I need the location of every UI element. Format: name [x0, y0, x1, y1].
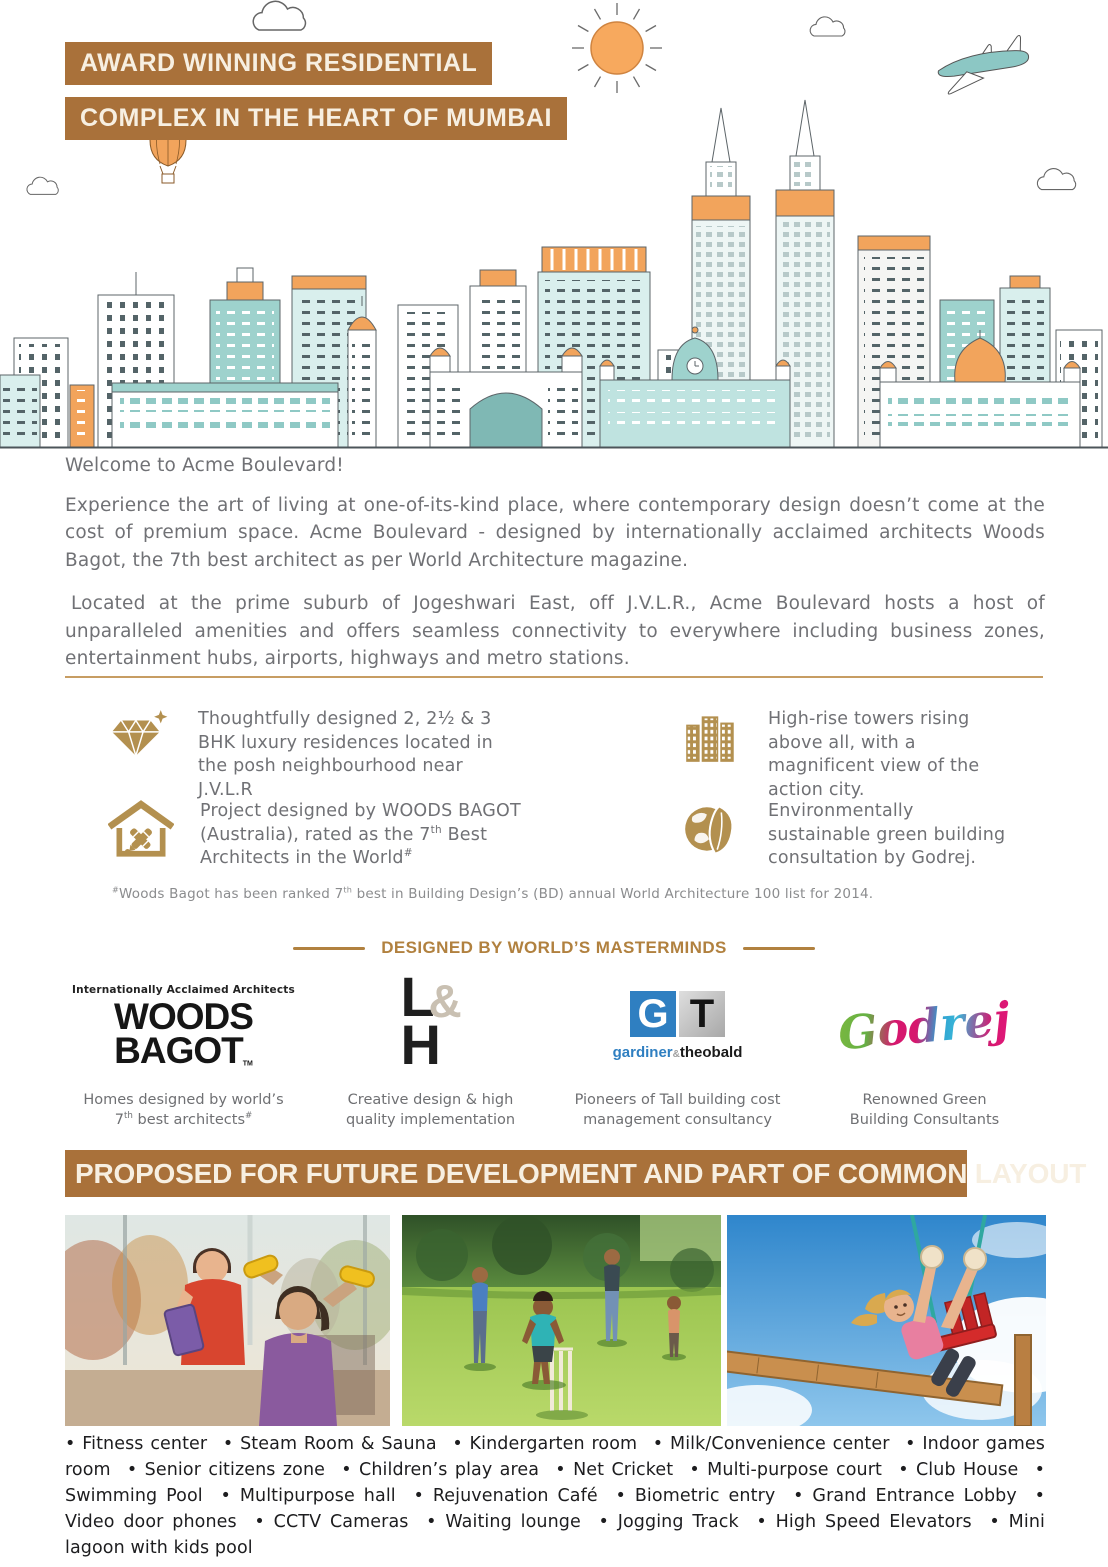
feature-text: Environmentally sustainable green building consultation by Godrej. [768, 801, 1006, 868]
woods-bagot-caption: Homes designed by world’s 7th best architects# [83, 1092, 284, 1128]
feature-highrise-towers [680, 708, 1020, 802]
welcome-line: Welcome to Acme Boulevard! [65, 455, 344, 476]
globe-leaf-icon [680, 800, 742, 858]
photo-fitness-center [65, 1215, 390, 1426]
godrej-caption: Renowned Green Building Consultants [849, 1092, 1000, 1128]
amenities-list: • Fitness center • Steam Room & Sauna • Kindergarten room • Milk/Convenience center • Indoor games room • Senior citizens zone • Children’s play area • Net Cricket • Multi-purpose court • Club House • Swimming Pool • Multipurpose hall • Rejuvenation Café • Biometric entry • Grand Entrance Lobby • Video door phones • CCTV Cameras • Waiting lounge • Jogging Track • High Speed Elevators • Mini lagoon with kids pool [65, 1434, 1045, 1558]
feature-woods-bagot-design [108, 800, 548, 871]
lh-wordmark: L & H [400, 965, 462, 1076]
section-divider [65, 676, 1043, 678]
woods-bagot-tagline: Internationally Acclaimed Architects [72, 983, 295, 996]
house-design-icon [108, 800, 174, 858]
woods-bagot-wordmark: WOODS [114, 995, 253, 1037]
heading-rule-right [743, 947, 815, 950]
photo-kids-cricket [402, 1215, 721, 1426]
headline-banner-line2: COMPLEX IN THE HEART OF MUMBAI [65, 97, 567, 140]
godrej-wordmark: Godrej [836, 991, 1013, 1061]
lh-caption: Creative design & high quality implementation [345, 1092, 516, 1128]
photo-child-swing [727, 1215, 1046, 1426]
feature-luxury-residences [108, 708, 528, 802]
logo-lh [307, 965, 554, 1130]
future-development-banner: PROPOSED FOR FUTURE DEVELOPMENT AND PART OF COMMON LAYOUT [65, 1150, 967, 1197]
heading-rule-left [293, 947, 365, 950]
feature-text: Project designed by WOODS BAGOT (Australia), rated as the 7th Best Architects in the World# [200, 801, 521, 868]
gt-monogram: G T [630, 991, 725, 1037]
masterminds-heading [0, 938, 1108, 958]
feature-green-building [680, 800, 1020, 871]
woods-bagot-footnote: #Woods Bagot has been ranked 7th best in Building Design’s (BD) annual World Architecture 100 list for 2014. [112, 884, 874, 902]
headline-banner-line1: AWARD WINNING RESIDENTIAL [65, 42, 492, 85]
heading-text: DESIGNED BY WORLD’S MASTERMINDS [381, 938, 727, 957]
logo-gardiner-theobald [554, 972, 801, 1130]
intro-paragraph-1: Experience the art of living at one-of-its-kind place, where contemporary design doesn’t come at the cost of premium space. Acme Boulevard - designed by internationally acclaimed architects Woods Bagot, the 7th best architect as per World Architecture magazine. [65, 494, 1045, 571]
logo-godrej [801, 972, 1048, 1130]
logo-woods-bagot [60, 972, 307, 1130]
highrise-icon [680, 708, 742, 764]
sun-icon [572, 3, 662, 93]
gt-caption: Pioneers of Tall building cost management consultancy [574, 1092, 781, 1128]
gt-wordmark: gardiner&theobald [612, 1044, 743, 1061]
intro-paragraph-2: Located at the prime suburb of Jogeshwari East, off J.V.L.R., Acme Boulevard hosts a host of unparalleled amenities and offers seamless connectivity to everywhere including business zones, entertainment hubs, airports, highways and metro stations. [65, 593, 1045, 669]
feature-text: Thoughtfully designed 2, 2½ & 3 BHK luxury residences located in the posh neighbourhood near J.V.L.R [198, 709, 493, 800]
plane-icon [935, 35, 1031, 95]
feature-text: High-rise towers rising above all, with a magnificent view of the action city. [768, 709, 980, 800]
partner-logos-row [60, 965, 1048, 1130]
intro-section [65, 452, 1045, 673]
woods-bagot-wordmark: BAGOTTM [114, 1030, 253, 1071]
diamond-icon [108, 708, 172, 764]
